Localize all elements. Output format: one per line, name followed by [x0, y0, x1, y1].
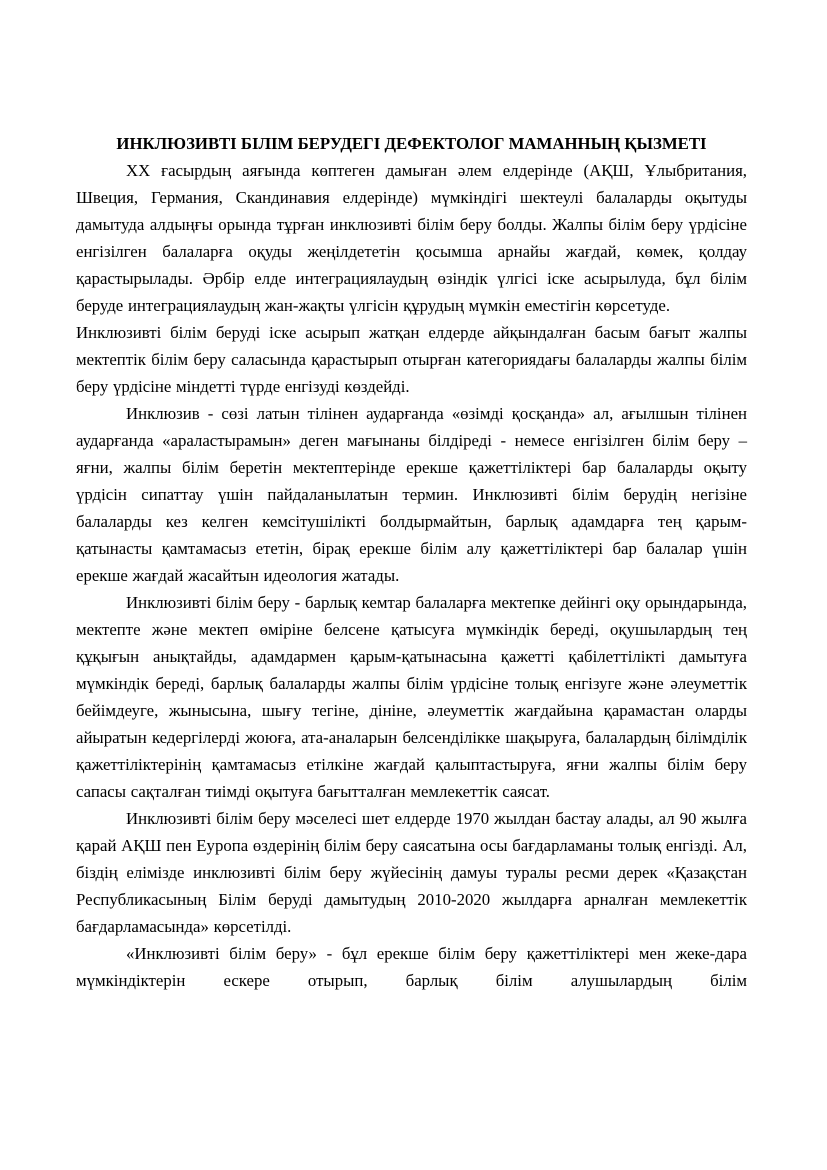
document-title: ИНКЛЮЗИВТІ БІЛІМ БЕРУДЕГІ ДЕФЕКТОЛОГ МАМАННЫҢ ҚЫЗМЕТІ [116, 134, 707, 153]
paragraph: «Инклюзивті білім беру» - бұл ерекше білім беру қажеттіліктері мен жеке-дара мүмкіндіктерін ескере отырып, барлық білім алушылардың білім [76, 944, 747, 990]
paragraph: Инклюзивті білім беру мәселесі шет елдерде 1970 жылдан бастау алады, ал 90 жылға қарай АҚШ пен Еуропа өздерінің білім беру саясатына осы бағдарламаны толық енгізді. Ал, біздің елімізде инклюзивті білім беру жүйесінің дамуы туралы ресми дерек «Қазақстан Республикасының Білім беруді дамытудың 2010-2020 жылдарға арналған мемлекеттік бағдарламасында» көрсетілді. [76, 809, 747, 936]
paragraph: Инклюзивті білім беруді іске асырып жатқан елдерде айқындалған басым бағыт жалпы мектептік білім беру саласында қарастырып отырған категориядағы балаларды жалпы білім беру үрдісіне міндетті түрде енгізуді көздейді. [76, 323, 747, 396]
document-body [76, 157, 747, 994]
paragraph: Инклюзивті білім беру - барлық кемтар балаларға мектепке дейінгі оқу орындарында, мектепте және мектеп өміріне белсене қатысуға мүмкіндік береді, оқушылардың тең құқығын анықтайды, адамдармен қарым-қатынасына қажетті қабілеттілікті дамытуға мүмкіндік береді, барлық балаларды жалпы білім үрдісіне толық енгізуге және әлеуметтік бейімдеуге, жынысына, шығу тегіне, дініне, әлеуметтік жағдайына қарамастан оларды айыратын кедергілерді жоюға, ата-аналарын белсенділікке шақыруға, балалардың білімділік қажеттіліктерінің қамтамасыз етілкіне жағдай қалыптастыруға, яғни жалпы білім беру сапасы сақталған тиімді оқытуға бағытталған мемлекеттік саясат. [76, 593, 747, 801]
paragraph: ХХ ғасырдың аяғында көптеген дамыған әлем елдерінде (АҚШ, Ұлыбритания, Швеция, Германия, Скандинавия елдерінде) мүмкіндігі шектеулі балаларды оқытуды дамытуда алдыңғы орында тұрған инклюзивті білім беру болды. Жалпы білім беру үрдісіне енгізілген балаларға оқуды жеңілдететін қосымша арнайы жағдай, көмек, қолдау қарастырылады. Әрбір елде интеграциялаудың өзіндік үлгісі іске асырылуда, бұл білім беруде интеграциялаудың жан-жақты үлгісін құрудың мүмкін еместігін көрсетуде. [76, 161, 747, 315]
paragraph: Инклюзив - сөзі латын тілінен аударғанда «өзімді қосқанда» ал, ағылшын тілінен аударғанда «араластырамын» деген мағынаны білдіреді - немесе енгізілген білім беру – яғни, жалпы білім беретін мектептерінде ерекше қажеттіліктері бар балаларды оқыту үрдісін сипаттау үшін пайдаланылатын термин. Инклюзивті білім берудің негізіне балаларды кез келген кемсітушілікті болдырмайтын, барлық адамдарға тең қарым-қатынасты қамтамасыз ететін, бірақ ерекше білім алу қажеттіліктері бар балалар үшін ерекше жағдай жасайтын идеология жатады. [76, 404, 747, 585]
